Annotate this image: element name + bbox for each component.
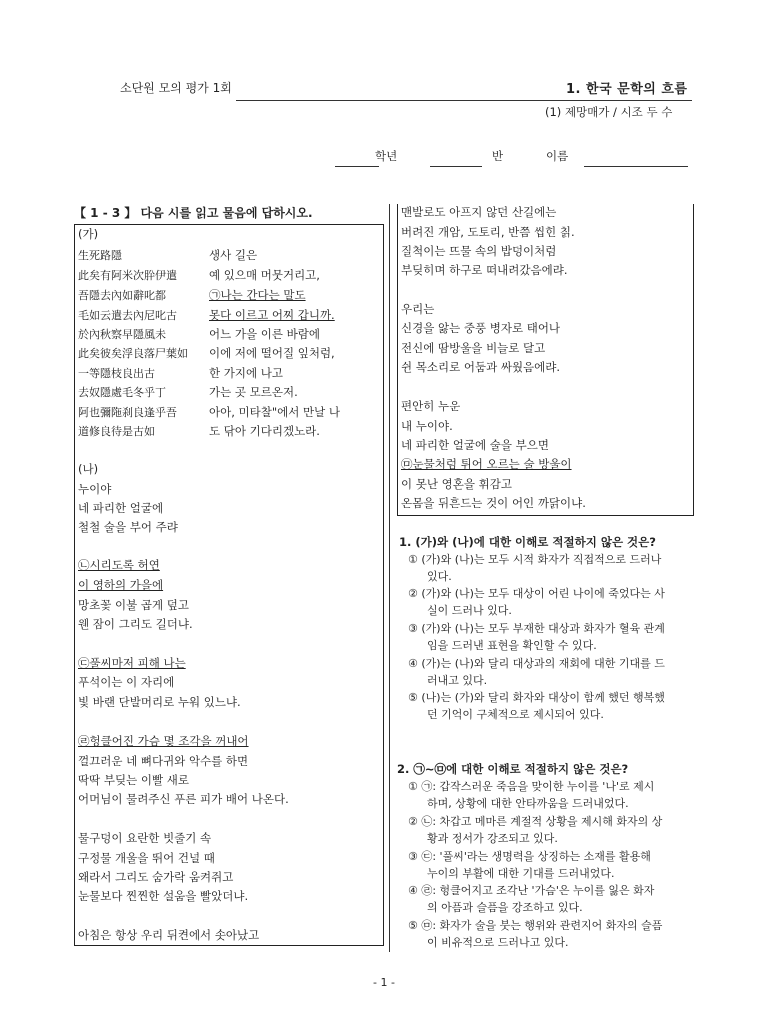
option-text: ① (가)와 (나)는 모두 시적 화자가 직접적으로 드러나 xyxy=(408,553,662,566)
poem-na-line: 쉰 목소리로 어둠과 싸웠음에랴. xyxy=(401,360,561,374)
hangul-line: 한 가지에 나고 xyxy=(209,366,283,380)
option-text: ② (가)와 (나)는 모두 대상이 어린 나이에 죽었다는 사 xyxy=(408,587,665,600)
marker-a-line: ㉠나는 간다는 말도 xyxy=(209,288,306,302)
poem-na-line: 껄끄러운 네 뼈다귀와 악수를 하면 xyxy=(78,754,249,768)
hangul-line: 아아, 미타찰"에서 만날 나 xyxy=(209,405,341,419)
poem-na-line: 빛 바랜 단발머리로 누워 있느냐. xyxy=(78,695,241,709)
q1-option-1[interactable] xyxy=(408,551,661,585)
option-text-cont: 러내고 있다. xyxy=(427,674,488,687)
poem-na-line: 푸석이는 이 자리에 xyxy=(78,675,175,689)
marker-d-line: ㉣헝클어진 가슴 몇 조각을 꺼내어 xyxy=(78,734,249,748)
poem-na-line: 우리는 xyxy=(401,302,435,316)
hangul-line: 도 닦아 기다리겠노라. xyxy=(209,424,320,438)
option-text-cont: 임을 드러낸 표현을 확인할 수 있다. xyxy=(427,639,597,652)
poem-na-line: 왜라서 그리도 숨가락 움켜쥐고 xyxy=(78,870,234,884)
question-1-title: 1. (가)와 (나)에 대한 이해로 적절하지 않은 것은? xyxy=(399,535,656,549)
poem-na-line: 눈물보다 찐찐한 설움을 빨았더냐. xyxy=(78,889,249,903)
q2-option-5[interactable] xyxy=(408,917,662,951)
option-text: ③ ㉢: '풀씨'라는 생명력을 상징하는 소재를 활용해 xyxy=(408,850,651,863)
hanja-line: 一等隱枝良出古 xyxy=(78,367,155,380)
option-text: ① ㉠: 갑작스러운 죽음을 맞이한 누이를 '나'로 제시 xyxy=(408,780,655,793)
hangul-line: 생사 길은 xyxy=(209,248,258,262)
hanja-line: 阿也彌陁刹良逢乎吾 xyxy=(78,406,177,419)
poem-na-line: 부딪히며 하구로 떠내려갔음에랴. xyxy=(401,263,568,277)
grade-label: 학년 xyxy=(375,149,398,163)
poem-na-line: 망초꽃 이불 곱게 덮고 xyxy=(78,598,189,612)
header-divider xyxy=(236,100,692,101)
exam-title: 소단원 모의 평가 1회 xyxy=(120,81,232,95)
poem-na-line: 이 못난 영혼을 휘감고 xyxy=(401,477,512,491)
unit-title: 1. 한국 문학의 흐름 xyxy=(566,82,688,97)
hanja-line: 去奴隱處毛冬乎丁 xyxy=(78,386,166,399)
hangul-line: 예 있으매 머뭇거리고, xyxy=(209,268,320,282)
option-text: ⑤ (나)는 (가)와 달리 화자와 대상이 함께 했던 행복했 xyxy=(408,691,665,704)
poem-na-line: 질척이는 뜨물 속의 밥덩이처럼 xyxy=(401,244,557,258)
name-blank[interactable] xyxy=(584,166,688,167)
poem-na-line: 네 파리한 얼굴에 술을 부으면 xyxy=(401,438,549,452)
poem-na-line: 어머님이 물려주신 푸른 피가 배어 나온다. xyxy=(78,792,289,806)
poem-na-line: 웬 잠이 그리도 길더냐. xyxy=(78,617,193,631)
q2-option-1[interactable] xyxy=(408,778,654,812)
poem-na-line: 신경을 앓는 중풍 병자로 태어나 xyxy=(401,321,561,335)
option-text: ③ (가)와 (나)는 모두 부재한 대상과 화자가 혈육 관계 xyxy=(408,622,665,635)
lesson-subtitle: (1) 제망매가 / 시조 두 수 xyxy=(545,105,673,119)
hangul-line: 가는 곳 모르온저. xyxy=(209,385,298,399)
hanja-line: 吾隱去內如辭叱都 xyxy=(78,289,166,302)
option-text-cont: 이 비유적으로 드러나고 있다. xyxy=(427,936,569,949)
q2-option-2[interactable] xyxy=(408,813,662,847)
poem-na-label: (나) xyxy=(78,462,99,476)
poem-na-line: 아침은 항상 우리 뒤켠에서 솟아났고 xyxy=(78,928,260,942)
option-text-cont: 있다. xyxy=(427,570,452,583)
question-2-title: 2. ㉠~㉤에 대한 이해로 적절하지 않은 것은? xyxy=(397,762,629,776)
class-label: 반 xyxy=(492,149,504,163)
marker-c-line: ㉢풀씨마저 피해 나는 xyxy=(78,656,186,670)
hanja-line: 於內秋察早隱風未 xyxy=(78,328,166,341)
question-instruction: 【 1 - 3 】 다음 시를 읽고 물음에 답하시오. xyxy=(74,206,313,220)
poem-na-line: 누이야 xyxy=(78,482,112,496)
option-text-cont: 의 아픔과 슬픔을 강조하고 있다. xyxy=(427,901,583,914)
option-text: ④ ㉣: 헝클어지고 조각난 '가슴'은 누이를 잃은 화자 xyxy=(408,884,655,897)
grade-blank[interactable] xyxy=(335,166,379,167)
hanja-line: 此矣彼矣浮良落尸葉如 xyxy=(78,347,188,360)
page-number: - 1 - xyxy=(373,976,395,989)
q1-option-5[interactable] xyxy=(408,689,665,723)
poem-na-line: 내 누이야. xyxy=(401,419,453,433)
poem-na-line: 철철 술을 부어 주랴 xyxy=(78,520,178,534)
option-text-cont: 누이의 부활에 대한 기대를 드러내었다. xyxy=(427,867,615,880)
poem-na-line: 맨발로도 아프지 않던 산길에는 xyxy=(401,205,557,219)
class-blank[interactable] xyxy=(430,166,482,167)
poem-na-line: 전신에 땀방울을 비늘로 달고 xyxy=(401,341,546,355)
poem-na-line: 물구덩이 요란한 빗줄기 속 xyxy=(78,831,212,845)
poem-na-line: 버려진 개암, 도토리, 반쯤 씹힌 칡. xyxy=(401,225,575,239)
q2-option-4[interactable] xyxy=(408,882,654,916)
q2-option-3[interactable] xyxy=(408,848,651,882)
poem-na-line: 딱딱 부딪는 이빨 새로 xyxy=(78,773,189,787)
option-text: ④ (가)는 (나)와 달리 대상과의 재회에 대한 기대를 드 xyxy=(408,657,665,670)
poem-na-line: 온몸을 뒤흔드는 것이 어인 까닭이냐. xyxy=(401,496,586,510)
name-label: 이름 xyxy=(546,149,569,163)
q1-option-3[interactable] xyxy=(408,620,665,654)
marker-b-line-cont: 이 영하의 가을에 xyxy=(78,578,164,592)
hanja-line: 生死路隱 xyxy=(78,249,122,262)
poem-na-line: 네 파리한 얼굴에 xyxy=(78,501,164,515)
option-text: ② ㉡: 차갑고 메마른 계절적 상황을 제시해 화자의 상 xyxy=(408,815,663,828)
hangul-line: 어느 가을 이른 바람에 xyxy=(209,327,320,341)
marker-e-line: ㉤눈물처럼 튀어 오르는 술 방울이 xyxy=(401,457,572,471)
option-text-cont: 실이 드러나 있다. xyxy=(427,604,512,617)
hangul-line: 이에 저에 떨어질 잎처럼, xyxy=(209,346,335,360)
marker-a-line-cont: 못다 이르고 어찌 갑니까. xyxy=(209,308,335,322)
hanja-line: 毛如云遣去內尼叱古 xyxy=(78,309,177,322)
option-text-cont: 하며, 상황에 대한 안타까움을 드러내었다. xyxy=(427,797,629,810)
poem-na-line: 편안히 누운 xyxy=(401,399,461,413)
hanja-line: 此矣有阿米次肸伊遣 xyxy=(78,269,177,282)
poem-ga-label: (가) xyxy=(78,227,99,241)
q1-option-4[interactable] xyxy=(408,655,665,689)
q1-option-2[interactable] xyxy=(408,585,665,619)
poem-na-line: 구정물 개울을 뛰어 건널 때 xyxy=(78,851,215,865)
poem-box-right xyxy=(397,204,694,516)
option-text-cont: 던 기억이 구체적으로 제시되어 있다. xyxy=(427,708,604,721)
hanja-line: 道修良待是古如 xyxy=(78,425,155,438)
marker-b-line: ㉡시리도록 허연 xyxy=(78,558,160,572)
option-text: ⑤ ㉤: 화자가 술을 붓는 행위와 관련지어 화자의 슬픔 xyxy=(408,919,663,932)
option-text-cont: 황과 정서가 강조되고 있다. xyxy=(427,832,558,845)
poem-box-left xyxy=(74,224,384,946)
column-divider xyxy=(389,204,390,952)
